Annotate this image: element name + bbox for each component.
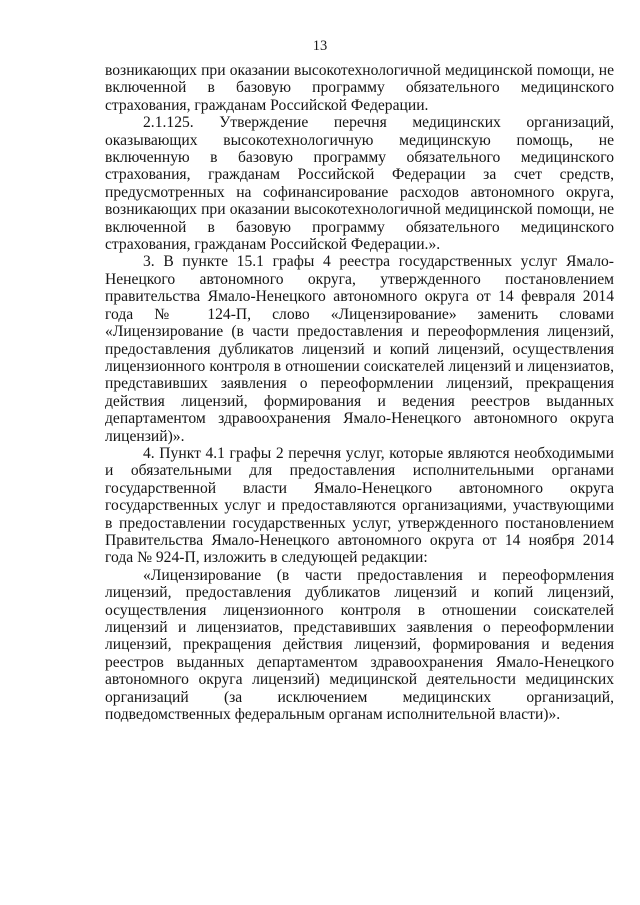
paragraph-item-2-1-125: 2.1.125. Утверждение перечня медицинских организаций, оказывающих высокотехнологичную медицинскую помощь, не включенную в базовую программу обязательного медицинского страхования, гражданам Российской Федерации за счет средств, предусмотренных на софинансирование расходов автономного округа, возникающих при оказании высокотехнологичной медицинской помощи, не включенной в базовую программу обязательного медицинского страхования, гражданам Российской Федерации.». — [105, 114, 614, 254]
paragraph-continuation: возникающих при оказании высокотехнологичной медицинской помощи, не включенной в базовую программу обязательного медицинского страхования, гражданам Российской Федерации. — [105, 62, 614, 114]
paragraph-item-3: 3. В пункте 15.1 графы 4 реестра государственных услуг Ямало-Ненецкого автономного округа, утвержденного постановлением правительства Ямало-Ненецкого автономного округа от 14 февраля 2014 года № 124-П, слово «Лицензирование» заменить словами «Лицензирование (в части предоставления и переоформления лицензий, предоставления дубликатов лицензий и копий лицензий, осуществления лицензионного контроля в отношении соискателей лицензий и лицензиатов, представивших заявления о переоформлении лицензий, прекращения действия лицензий, формирования и ведения реестров выданных департаментом здравоохранения Ямало-Ненецкого автономного округа лицензий)». — [105, 253, 614, 445]
document-body — [105, 62, 614, 723]
paragraph-quoted-wording: «Лицензирование (в части предоставления и переоформления лицензий, предоставления дубликатов лицензий и копий лицензий, осуществления лицензионного контроля в отношении соискателей лицензий и лицензиатов, представивших заявления о переоформлении лицензий, прекращения действия лицензий, формирования и ведения реестров выданных департаментом здравоохранения Ямало-Ненецкого автономного округа лицензий) медицинской деятельности медицинских организаций (за исключением медицинских организаций, подведомственных федеральным органам исполнительной власти)». — [105, 566, 614, 724]
page-number: 13 — [312, 38, 328, 54]
paragraph-item-4: 4. Пункт 4.1 графы 2 перечня услуг, которые являются необходимыми и обязательными для предоставления исполнительными органами государственной власти Ямало-Ненецкого автономного округа государственных услуг и предоставляются организациями, участвующими в предоставлении государственных услуг, утвержденного постановлением Правительства Ямало-Ненецкого автономного округа от 14 ноября 2014 года № 924-П, изложить в следующей редакции: — [105, 444, 614, 567]
